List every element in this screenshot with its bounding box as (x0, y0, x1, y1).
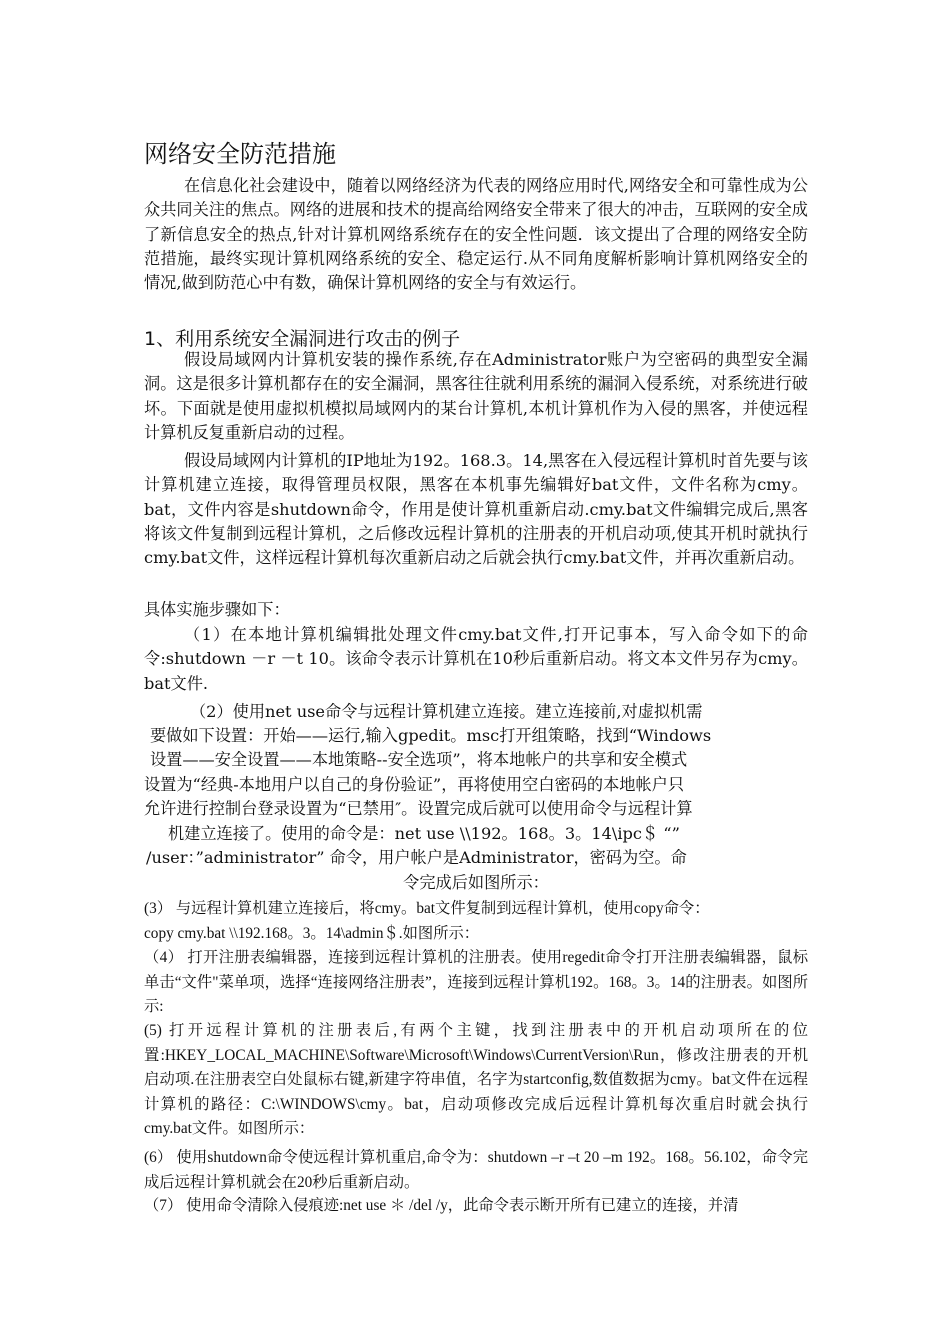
step-2-line: 设置——安全设置——本地策略--安全选项”，将本地帐户的共享和安全模式 (150, 750, 688, 769)
step-2-line: 机建立连接了。使用的命令是：net use \\192。168。3。14\ipc＄ “” (168, 824, 680, 843)
step-2-line: /user：”administrator” 命令，用户帐户是Administrator，密码为空。命 (146, 848, 687, 867)
step-2-line: 要做如下设置：开始——运行,输入gpedit。msc打开组策略，找到“Windows (150, 726, 712, 745)
step-2-line: 令完成后如图所示： (403, 873, 549, 892)
paragraph-2: 假设局域网内计算机的IP地址为192。168.3。14,黑客在入侵远程计算机时首先要与该计算机建立连接，取得管理员权限，黑客在本机事先编辑好bat文件，文件名称为cmy。bat，文件内容是shutdown命令，作用是使计算机重新启动.cmy.bat文件编辑完成后,黑客将该文件复制到远程计算机，之后修改远程计算机的注册表的开机启动项,使其开机时就执行cmy.bat文件，这样远程计算机每次重新启动之后就会执行cmy.bat文件，并再次重新启动。 (144, 451, 808, 568)
intro-paragraph: 在信息化社会建设中，随着以网络经济为代表的网络应用时代,网络安全和可靠性成为公众共同关注的焦点。网络的进展和技术的提高给网络安全带来了很大的冲击，互联网的安全成了新信息安全的热点,针对计算机网络系统存在的安全性问题．该文提出了合理的网络安全防范措施，最终实现计算机网络系统的安全、稳定运行.从不同角度解析影响计算机网络安全的情况,做到防范心中有数，确保计算机网络的安全与有效运行。 (144, 176, 808, 293)
step-5: (5) 打开远程计算机的注册表后,有两个主键，找到注册表中的开机启动项所在的位置:HKEY_LOCAL_MACHINE\Software\Microsoft\Windows\CurrentVersion\Run，修改注册表的开机启动项.在注册表空白处鼠标右键,新建字符串值，名字为startconfig,数值数据为cmy。bat文件在远程计算机的路径：C:\WINDOWS\cmy。bat，启动项修改完成后远程计算机每次重启时就会执行cmy.bat文件。如图所示： (144, 1022, 808, 1137)
step-1: （1）在本地计算机编辑批处理文件cmy.bat文件,打开记事本，写入命令如下的命令:shutdown －r －t 10。该命令表示计算机在10秒后重新启动。将文本文件另存为cmy。bat文件. (144, 625, 808, 693)
step-6: (6） 使用shutdown命令使远程计算机重启,命令为：shutdown –r –t 20 –m 192。168。56.102，命令完成后远程计算机就会在20秒后重新启动。 (144, 1149, 808, 1191)
step-3-line: (3） 与远程计算机建立连接后，将cmy。bat文件复制到远程计算机，使用copy命令： (144, 900, 710, 917)
paragraph-1: 假设局域网内计算机安装的操作系统,存在Administrator账户为空密码的典型安全漏洞。这是很多计算机都存在的安全漏洞，黑客往往就利用系统的漏洞入侵系统，对系统进行破坏。下面就是使用虚拟机模拟局域网内的某台计算机,本机计算机作为入侵的黑客，并使远程计算机反复重新启动的过程。 (144, 350, 808, 442)
document-title: 网络安全防范措施 (144, 140, 336, 168)
step-7: （7） 使用命令清除入侵痕迹:net use ＊ /del /y，此命令表示断开所有已建立的连接，并清 (144, 1197, 739, 1214)
step-2-line: 允许进行控制台登录设置为“已禁用″。设置完成后就可以使用命令与远程计算 (144, 799, 693, 818)
section-heading: 1、利用系统安全漏洞进行攻击的例子 (144, 328, 461, 350)
step-2-line: 设置为“经典-本地用户以自己的身份验证”，再将使用空白密码的本地帐户只 (144, 775, 685, 794)
step-3-line: copy cmy.bat \\192.168。3。14\admin＄.如图所示： (144, 925, 480, 942)
step-2-line: （2）使用net use命令与远程计算机建立连接。建立连接前,对虚拟机需 (190, 702, 703, 721)
steps-intro: 具体实施步骤如下： (144, 600, 290, 619)
step-4: （4） 打开注册表编辑器，连接到远程计算机的注册表。使用regedit命令打开注册表编辑器，鼠标单击“文件"菜单项，选择“连接网络注册表”，连接到远程计算机192。168。3。14的注册表。如图所示: (144, 949, 808, 1015)
